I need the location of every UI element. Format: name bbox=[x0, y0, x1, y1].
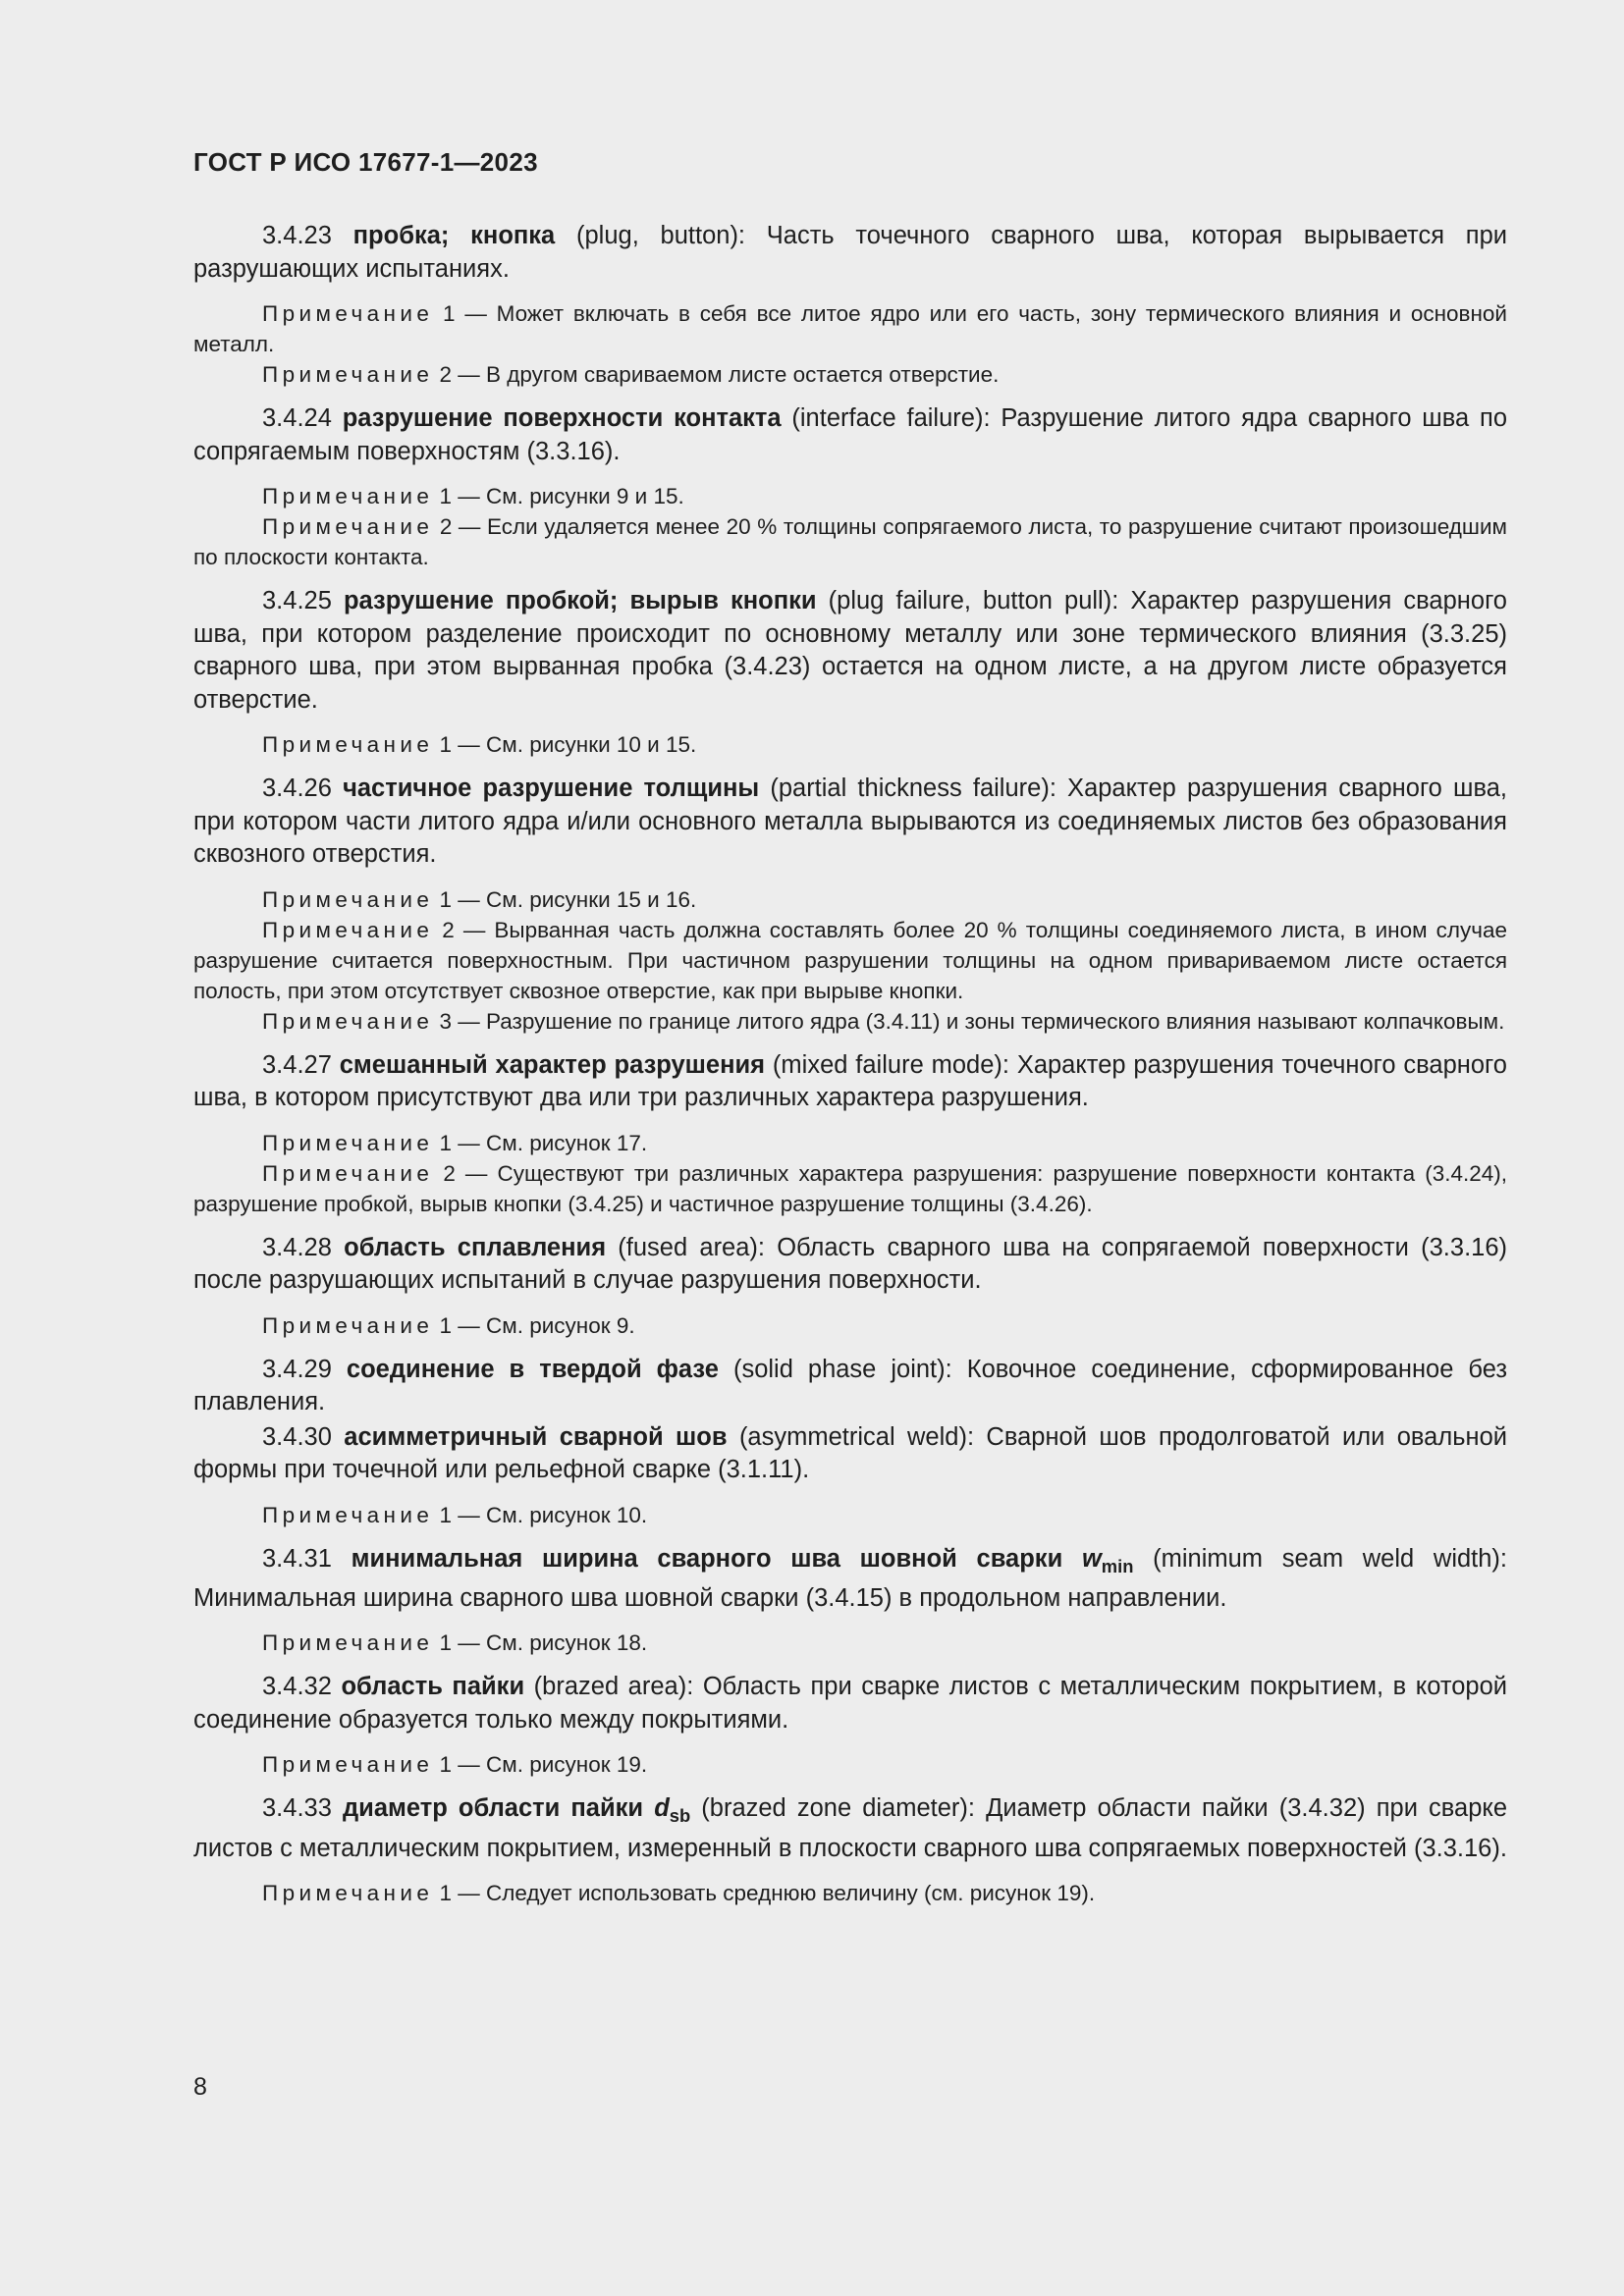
note-text: 1 — Может включать в себя все литое ядро или его часть, зону термического влияния и основной металл. bbox=[193, 301, 1507, 356]
term-definition: (plug failure, button pull): Характер разрушения сварного шва, при котором разделение происходит по основному металлу или зоне термического влияния (3.3.25) сварного шва, при этом вырванная пробка (3.4.23) остается на одном листе, а на другом листе образуется отверстие. bbox=[193, 587, 1507, 714]
term-symbol bbox=[654, 1794, 691, 1827]
term-definition: (interface failure): Разрушение литого ядра сварного шва по сопрягаемым поверхностям (3.3.16). bbox=[193, 404, 1507, 465]
term-definition: (partial thickness failure): Характер разрушения сварного шва, при котором части литого ядра и/или основного металла вырываются из соединяемых листов без образования сквозного отверстия. bbox=[193, 774, 1507, 868]
note bbox=[193, 1878, 1507, 1908]
note-text: 1 — См. рисунки 15 и 16. bbox=[433, 886, 697, 912]
symbol-letter: w bbox=[1081, 1544, 1102, 1573]
term-number: 3.4.28 bbox=[262, 1233, 345, 1261]
term-number: 3.4.26 bbox=[262, 774, 344, 802]
note bbox=[193, 481, 1507, 511]
note-label: Примечание bbox=[262, 1160, 434, 1186]
symbol-letter: d bbox=[654, 1794, 670, 1823]
note-text: 3 — Разрушение по границе литого ядра (3.4.11) и зоны термического влияния называют колпачковым. bbox=[433, 1008, 1505, 1034]
term-entry bbox=[193, 1543, 1507, 1616]
symbol-subscript: sb bbox=[669, 1805, 691, 1827]
note-label: Примечание bbox=[262, 362, 434, 387]
term-number: 3.4.27 bbox=[262, 1050, 340, 1079]
note-text: 2 — Существуют три различных характера разрушения: разрушение поверхности контакта (3.4.24), разрушение пробкой, вырыв кнопки (3.4.25) и частичное разрушение толщины (3.4.26). bbox=[193, 1160, 1507, 1216]
term-name: минимальная ширина сварного шва шовной сварки bbox=[351, 1544, 1063, 1573]
term-name: асимметричный сварной шов bbox=[344, 1422, 728, 1451]
note bbox=[193, 298, 1507, 359]
term-definition: (brazed area): Область при сварке листов с металлическим покрытием, в которой соединение образуется только между покрытиями. bbox=[193, 1673, 1508, 1734]
term-entry bbox=[193, 1792, 1507, 1865]
term-entry bbox=[193, 773, 1507, 872]
term-number: 3.4.23 bbox=[262, 222, 353, 249]
note bbox=[193, 1128, 1507, 1158]
note-text: 1 — См. рисунок 10. bbox=[433, 1502, 648, 1527]
term-symbol bbox=[1081, 1544, 1134, 1576]
note-label: Примечание bbox=[262, 886, 434, 912]
note-label: Примечание bbox=[262, 1630, 434, 1656]
term-entry bbox=[193, 1049, 1507, 1115]
term-definition: (plug, button): Часть точечного сварного шва, которая вырывается при разрушающих испытаниях. bbox=[193, 222, 1507, 283]
note bbox=[193, 1310, 1507, 1341]
note-text: 2 — Если удаляется менее 20 % толщины сопрягаемого листа, то разрушение считают произошедшим по плоскости контакта. bbox=[193, 514, 1507, 569]
term-name: разрушение пробкой; вырыв кнопки bbox=[343, 587, 817, 614]
note-label: Примечание bbox=[262, 514, 434, 539]
term-definition: (brazed zone diameter): Диаметр области пайки (3.4.32) при сварке листов с металлическим покрытием, измеренный в плоскости сварного шва сопрягаемых поверхностей (3.3.16). bbox=[193, 1794, 1508, 1862]
term-entry bbox=[193, 220, 1507, 286]
term-number: 3.4.29 bbox=[262, 1355, 347, 1383]
term-number: 3.4.31 bbox=[262, 1544, 352, 1573]
note-label: Примечание bbox=[262, 1502, 434, 1527]
term-name: пробка; кнопка bbox=[352, 222, 556, 249]
term-entry bbox=[193, 1421, 1507, 1487]
term-name: область пайки bbox=[341, 1673, 525, 1701]
note bbox=[193, 1628, 1507, 1658]
note-text: 1 — См. рисунки 10 и 15. bbox=[433, 732, 697, 757]
note-label: Примечание bbox=[262, 917, 434, 942]
note-text: 1 — Следует использовать среднюю величину (см. рисунок 19). bbox=[433, 1881, 1096, 1906]
term-name: соединение в твердой фазе bbox=[346, 1355, 719, 1383]
term-name: частичное разрушение толщины bbox=[343, 774, 760, 802]
document-body bbox=[193, 220, 1507, 1921]
note bbox=[193, 511, 1507, 572]
term-definition: (fused area): Область сварного шва на сопрягаемой поверхности (3.3.16) после разрушающих испытаний в случае разрушения поверхности. bbox=[193, 1233, 1508, 1294]
term-entry bbox=[193, 1671, 1507, 1736]
note bbox=[193, 359, 1507, 390]
symbol-subscript: min bbox=[1101, 1555, 1134, 1576]
note-text: 1 — См. рисунок 18. bbox=[433, 1630, 648, 1656]
term-entry bbox=[193, 1232, 1507, 1298]
note bbox=[193, 915, 1507, 1006]
note-label: Примечание bbox=[262, 1752, 434, 1778]
note-text: 1 — См. рисунки 9 и 15. bbox=[433, 484, 684, 508]
term-entry bbox=[193, 402, 1507, 468]
term-entry bbox=[193, 1354, 1507, 1419]
note bbox=[193, 1749, 1507, 1780]
note-label: Примечание bbox=[262, 1008, 434, 1034]
note-text: 1 — См. рисунок 9. bbox=[433, 1312, 635, 1338]
term-definition: (minimum seam weld width): Минимальная ширина сварного шва шовной сварки (3.4.15) в продольном направлении. bbox=[193, 1544, 1508, 1612]
term-name: смешанный характер разрушения bbox=[339, 1050, 766, 1079]
note-label: Примечание bbox=[262, 1881, 434, 1906]
note-label: Примечание bbox=[262, 484, 434, 508]
note-text: 2 — В другом свариваемом листе остается отверстие. bbox=[433, 362, 1000, 387]
term-name: разрушение поверхности контакта bbox=[342, 404, 782, 432]
term-number: 3.4.33 bbox=[262, 1794, 343, 1823]
note-label: Примечание bbox=[262, 301, 434, 326]
note-text: 2 — Вырванная часть должна составлять более 20 % толщины соединяемого листа, в ином случае разрушение считается поверхностным. При частичном разрушении толщины на одном привариваемом листе остается полость, при этом отсутствует сквозное отверстие, как при вырыве кнопки. bbox=[193, 917, 1507, 1003]
page-number: 8 bbox=[193, 2073, 207, 2101]
note bbox=[193, 1158, 1507, 1219]
note-text: 1 — См. рисунок 17. bbox=[433, 1130, 648, 1155]
term-name: диаметр области пайки bbox=[342, 1794, 644, 1823]
term-number: 3.4.24 bbox=[262, 404, 343, 432]
term-number: 3.4.32 bbox=[262, 1673, 342, 1701]
note-label: Примечание bbox=[262, 732, 434, 757]
term-definition: (mixed failure mode): Характер разрушения точечного сварного шва, в котором присутствуют два или три различных характера разрушения. bbox=[193, 1050, 1507, 1111]
document-header: ГОСТ Р ИСО 17677-1—2023 bbox=[193, 147, 538, 177]
term-definition: (solid phase joint): Ковочное соединение, сформированное без плавления. bbox=[193, 1355, 1508, 1415]
term-entry bbox=[193, 585, 1507, 717]
note bbox=[193, 884, 1507, 915]
term-name: область сплавления bbox=[344, 1233, 607, 1261]
note bbox=[193, 1500, 1507, 1530]
term-number: 3.4.25 bbox=[262, 587, 344, 614]
note-label: Примечание bbox=[262, 1130, 434, 1155]
note bbox=[193, 729, 1507, 760]
note-label: Примечание bbox=[262, 1312, 434, 1338]
term-definition: (asymmetrical weld): Сварной шов продолговатой или овальной формы при точечной или рельефной сварке (3.1.11). bbox=[193, 1422, 1508, 1483]
note bbox=[193, 1006, 1507, 1037]
term-number: 3.4.30 bbox=[262, 1422, 345, 1451]
note-text: 1 — См. рисунок 19. bbox=[433, 1752, 648, 1778]
